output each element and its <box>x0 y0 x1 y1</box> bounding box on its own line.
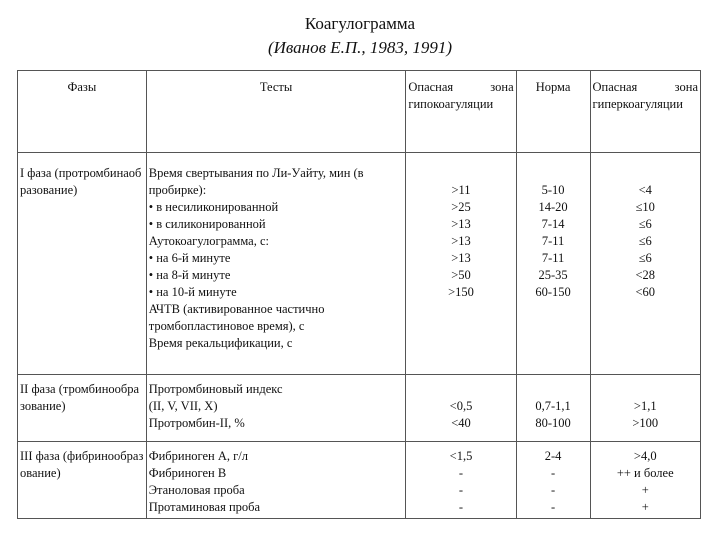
page-title: Коагулограмма <box>304 14 416 33</box>
page-subtitle: (Иванов Е.П., 1983, 1991) <box>267 38 453 57</box>
tests-cell <box>146 153 406 375</box>
norm-cell <box>516 442 590 519</box>
norm-value: 7-14 <box>541 217 565 231</box>
table-row <box>18 153 701 375</box>
hypo-value: <1,5 <box>449 449 473 463</box>
hyper-value: ≤6 <box>638 251 652 265</box>
test-line: • в несиликонированной <box>148 200 279 214</box>
phase-label: III фаза (фибринообразование) <box>20 449 144 480</box>
hyper-value: >1,1 <box>633 399 657 413</box>
header-tests: Тесты <box>146 71 406 153</box>
test-line: тромбопластиновое время), с <box>148 319 305 333</box>
test-line: Протромбиновый индекс <box>148 382 283 396</box>
tests-cell <box>146 375 406 442</box>
hypo-value: >25 <box>451 200 471 214</box>
phase-cell <box>18 153 147 375</box>
hypo-value: <40 <box>451 416 471 430</box>
hypo-cell <box>406 375 516 442</box>
hyper-cell <box>590 442 701 519</box>
norm-value: 80-100 <box>535 416 571 430</box>
norm-cell <box>516 375 590 442</box>
hyper-value: ++ и более <box>616 466 674 480</box>
header-row <box>18 71 701 153</box>
phase-label: II фаза (тромбинообразование) <box>20 382 140 413</box>
hyper-cell <box>590 153 701 375</box>
table-row <box>18 375 701 442</box>
hypo-value: >13 <box>451 234 471 248</box>
test-line: • на 6-й минуте <box>148 251 231 265</box>
coagulogram-table <box>17 70 701 519</box>
hyper-value: <60 <box>635 285 656 299</box>
header-hyper: Опасная зона гиперкоагуляции <box>590 71 701 153</box>
hyper-value: ≤6 <box>638 234 652 248</box>
norm-value: 25-35 <box>538 268 568 282</box>
hypo-cell <box>406 442 516 519</box>
norm-value: - <box>550 466 556 480</box>
hyper-cell <box>590 375 701 442</box>
hyper-value: <4 <box>638 183 652 197</box>
header-phases: Фазы <box>18 71 147 153</box>
hyper-value: ≤10 <box>635 200 655 214</box>
test-line: • в силиконированной <box>148 217 266 231</box>
header-norm: Норма <box>516 71 590 153</box>
hypo-cell <box>406 153 516 375</box>
hypo-value: >150 <box>448 285 474 299</box>
norm-value: 5-10 <box>541 183 565 197</box>
hypo-value: >13 <box>451 217 471 231</box>
test-line: Протаминовая проба <box>148 500 261 514</box>
table-row <box>18 442 701 519</box>
phase-label: I фаза (протромбинаобразование) <box>20 166 142 197</box>
hyper-value: ≤6 <box>638 217 652 231</box>
phase-cell <box>18 375 147 442</box>
norm-value: 7-11 <box>541 234 565 248</box>
phase-cell <box>18 442 147 519</box>
hypo-value: <0,5 <box>449 399 473 413</box>
test-line: Время рекальцификации, с <box>148 336 293 350</box>
norm-value: - <box>550 483 556 497</box>
test-line: Этаноловая проба <box>148 483 245 497</box>
hypo-value: >13 <box>451 251 471 265</box>
norm-value: 14-20 <box>538 200 568 214</box>
header-hypo: Опасная зона гипокоагуляции <box>406 71 516 153</box>
test-line: Протромбин-II, % <box>148 416 245 430</box>
norm-value: 0,7-1,1 <box>535 399 571 413</box>
hyper-value: >100 <box>632 416 659 430</box>
test-line: • на 8-й минуте <box>148 268 231 282</box>
test-line: АЧТВ (активированное частично <box>148 302 325 316</box>
hypo-value: >50 <box>451 268 471 282</box>
test-line: Аутокоагулограмма, с: <box>148 234 269 248</box>
hyper-value: + <box>641 483 649 497</box>
norm-value: 60-150 <box>535 285 571 299</box>
test-line: Фибриноген А, г/л <box>148 449 248 463</box>
norm-value: - <box>550 500 556 514</box>
hypo-value: - <box>458 483 464 497</box>
hypo-value: - <box>458 500 464 514</box>
test-line: Фибриноген В <box>148 466 227 480</box>
test-line: • на 10-й минуте <box>148 285 237 299</box>
test-line: (II, V, VII, X) <box>148 399 218 413</box>
norm-value: 2-4 <box>544 449 562 463</box>
hypo-value: >11 <box>451 183 471 197</box>
tests-cell <box>146 442 406 519</box>
norm-value: 7-11 <box>541 251 565 265</box>
hyper-value: + <box>641 500 649 514</box>
hyper-value: >4,0 <box>633 449 657 463</box>
norm-cell <box>516 153 590 375</box>
test-line: пробирке): <box>148 183 207 197</box>
hypo-value: - <box>458 466 464 480</box>
test-line: Время свертывания по Ли-Уайту, мин (в <box>148 166 364 180</box>
hyper-value: <28 <box>635 268 656 282</box>
